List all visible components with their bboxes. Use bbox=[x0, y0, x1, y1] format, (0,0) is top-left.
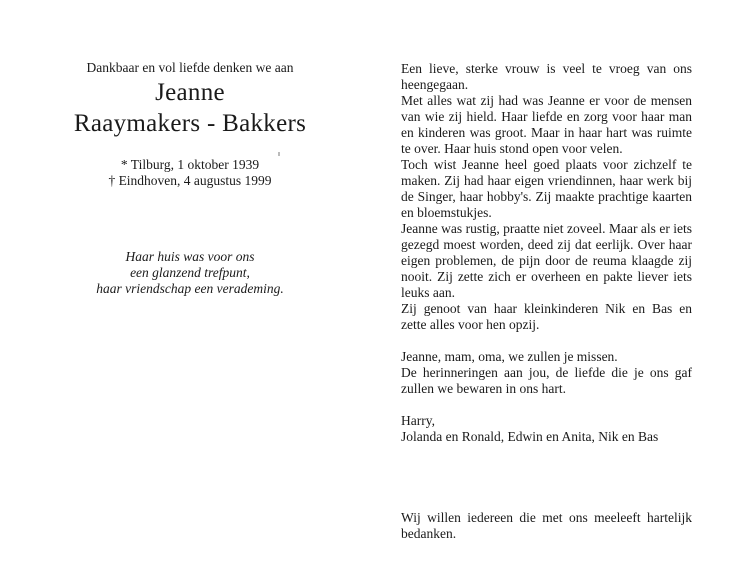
paragraph: Een lieve, sterke vrouw is veel te vroeg van ons heengegaan. bbox=[401, 61, 692, 92]
signature-line: Harry, bbox=[401, 413, 435, 428]
first-name: Jeanne bbox=[155, 79, 225, 106]
verse bbox=[40, 249, 340, 297]
paragraph: Zij genoot van haar kleinkinderen Nik en Bas en zette alles voor hen opzij. bbox=[401, 301, 692, 332]
life-dates bbox=[40, 157, 340, 189]
paragraph: Jeanne was rustig, praatte niet zoveel. Maar als er iets gezegd moest worden, deed zij dat eerlijk. Over haar eigen problemen, de pijn door de reuma klaagde zij nooit. Zij zette zich er overheen en pakte liever iets leuks aan. bbox=[401, 221, 692, 300]
birth-line: * Tilburg, 1 oktober 1939 bbox=[120, 157, 260, 172]
closing-line: Jeanne, mam, oma, we zullen je missen. bbox=[401, 349, 618, 364]
left-panel bbox=[40, 60, 340, 297]
verse-line: een glanzend trefpunt, bbox=[130, 265, 250, 280]
thanks-text: Wij willen iedereen die met ons meeleeft hartelijk bedanken. bbox=[401, 510, 692, 541]
right-panel bbox=[401, 61, 692, 542]
verse-line: haar vriendschap een verademing. bbox=[96, 281, 284, 296]
death-line: † Eindhoven, 4 augustus 1999 bbox=[108, 173, 272, 188]
scan-speck bbox=[278, 152, 280, 156]
paragraph: Met alles wat zij had was Jeanne er voor de mensen van wie zij hield. Haar liefde en zorg voor haar man en kinderen was groot. Maar in haar hart was ruimte te over. Haar huis stond open voor velen. bbox=[401, 93, 692, 156]
signature-line: Jolanda en Ronald, Edwin en Anita, Nik en Bas bbox=[401, 429, 659, 444]
verse-line: Haar huis was voor ons bbox=[125, 249, 255, 264]
surname: Raaymakers - Bakkers bbox=[73, 110, 307, 137]
paragraph: Toch wist Jeanne heel goed plaats voor zichzelf te maken. Zij had haar eigen vriendinnen, haar werk bij de Singer, haar hobby's. Zij maakte prachtige kaarten en bloemstukjes. bbox=[401, 157, 692, 220]
closing-line: De herinneringen aan jou, de liefde die je ons gaf zullen we bewaren in ons hart. bbox=[401, 365, 692, 396]
intro-text: Dankbaar en vol liefde denken we aan bbox=[86, 60, 294, 75]
